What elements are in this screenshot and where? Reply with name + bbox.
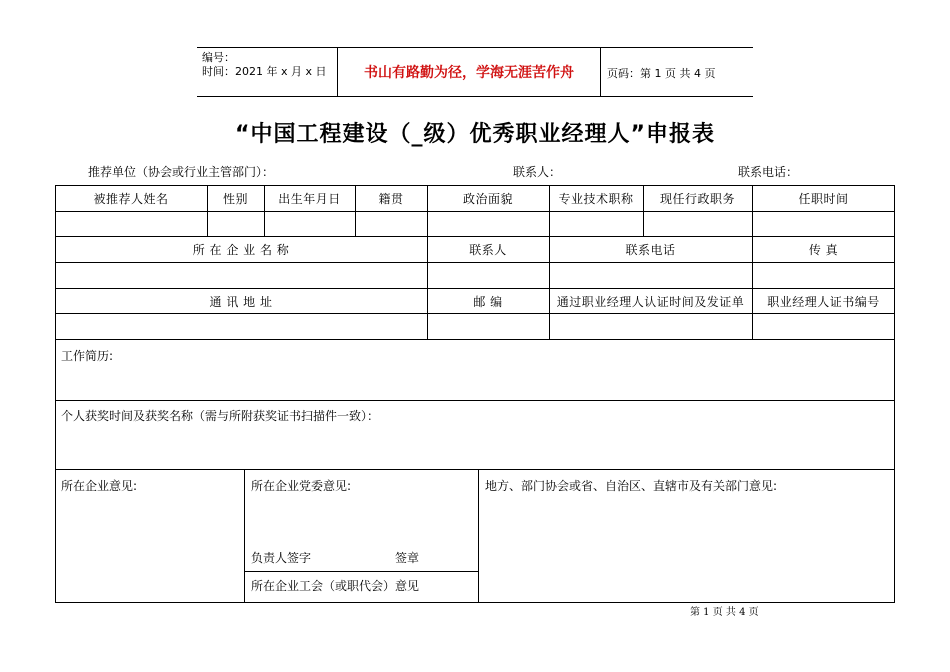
local-opinion-label: 地方、部门协会或省、自治区、直辖市及有关部门意见: [485, 479, 778, 493]
col-address: 通 讯 地 址 [209, 294, 273, 309]
union-opinion-label: 所在企业工会（或职代会）意见 [251, 579, 420, 593]
h-line [55, 469, 895, 470]
col-certification-time: 通过职业经理人认证时间及发证单 [556, 294, 745, 309]
recommender-label: 推荐单位（协会或行业主管部门）： [88, 165, 275, 179]
party-opinion-label: 所在企业党委意见: [251, 479, 352, 493]
col-political-status: 政治面貌 [462, 191, 513, 206]
col-native-place: 籍贯 [378, 191, 404, 206]
application-table [55, 185, 895, 603]
h-line [244, 571, 478, 572]
col-name: 被推荐人姓名 [93, 191, 169, 206]
time-label: 时间：2021 年 x 月 x 日 [202, 65, 327, 78]
signature-label: 负责人签字 [251, 551, 312, 565]
v-line [244, 469, 245, 603]
col-postcode: 邮 编 [473, 294, 503, 309]
page-header [197, 47, 753, 97]
col-tenure: 任职时间 [798, 191, 849, 206]
h-line [55, 262, 895, 263]
col-fax: 传 真 [808, 242, 839, 257]
col-current-position: 现任行政职务 [659, 191, 735, 206]
col-gender: 性别 [222, 191, 248, 206]
h-line [55, 400, 895, 401]
header-left [202, 51, 327, 79]
col-professional-title: 专业技术职称 [558, 191, 634, 206]
col-birthdate: 出生年月日 [278, 191, 341, 206]
h-line [55, 602, 895, 603]
work-history-label: 工作简历: [61, 349, 114, 363]
col-company-name: 所 在 企 业 名 称 [192, 242, 290, 257]
col-contact: 联系人 [469, 242, 507, 257]
h-line [55, 339, 895, 340]
contact-label: 联系人： [513, 165, 562, 179]
col-certificate-number: 职业经理人证书编号 [767, 294, 880, 309]
phone-label: 联系电话： [738, 165, 799, 179]
page-footer: 第 1 页 共 4 页 [690, 607, 759, 618]
v-line [478, 469, 479, 603]
company-opinion-label: 所在企业意见: [61, 479, 138, 493]
col-phone: 联系电话 [625, 242, 676, 257]
h-line [55, 211, 895, 212]
code-label: 编号： [202, 51, 235, 64]
form-title: “中国工程建设（_级）优秀职业经理人”申报表 [235, 122, 715, 147]
motto: 书山有路勤为径，学海无涯苦作舟 [337, 48, 601, 96]
seal-label: 签章 [395, 551, 420, 565]
page-label: 页码：第 1 页 共 4 页 [607, 67, 716, 80]
awards-label: 个人获奖时间及获奖名称（需与所附获奖证书扫描件一致）： [61, 409, 380, 423]
